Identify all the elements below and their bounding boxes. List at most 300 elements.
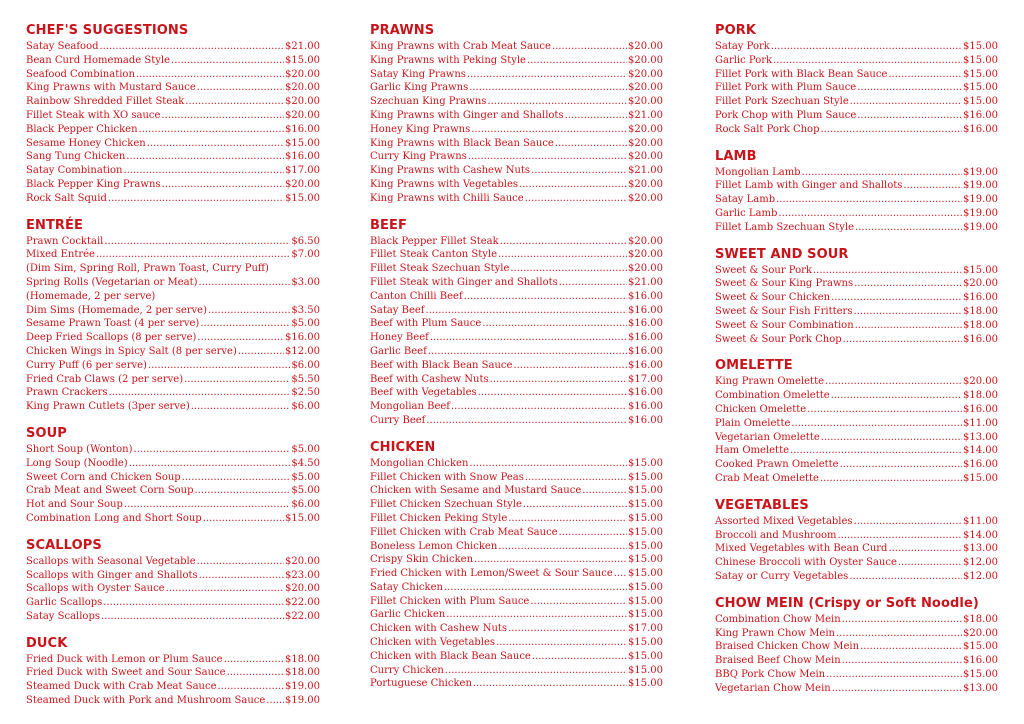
item-price: $12.00: [285, 345, 320, 357]
item-name: Mongolian Chicken: [370, 457, 469, 469]
item-name: Long Soup (Noodle): [26, 457, 128, 469]
menu-item: [26, 457, 320, 471]
item-name: King Prawns with Ginger and Shallots: [370, 109, 564, 121]
item-name: Scallops with Seasonal Vegetable: [26, 555, 196, 567]
item-name: Sesame Prawn Toast (4 per serve): [26, 318, 200, 330]
menu-item: [715, 277, 998, 291]
item-name: Satay King Prawns: [370, 68, 466, 80]
dot-leader: [825, 375, 962, 389]
menu-item: [370, 123, 663, 137]
item-name: Curry Beef: [370, 414, 426, 426]
dot-leader: [191, 400, 291, 414]
dot-leader: [513, 359, 627, 373]
menu-item: [26, 373, 320, 387]
dot-leader: [530, 595, 627, 609]
menu-item: [26, 123, 320, 137]
item-price: $19.00: [963, 194, 998, 206]
item-price: $22.00: [285, 610, 320, 622]
menu-item: [715, 417, 998, 431]
item-price: $13.00: [963, 543, 998, 555]
item-price: $20.00: [628, 68, 663, 80]
item-price: $15.00: [963, 82, 998, 94]
item-name: Black Pepper Fillet Steak: [370, 235, 499, 247]
dot-leader: [471, 123, 627, 137]
menu-item: [26, 262, 320, 276]
dot-leader: [96, 248, 290, 262]
menu-item: [715, 375, 998, 389]
dot-leader: [508, 622, 627, 636]
dot-leader: [126, 150, 284, 164]
section-title: BEEF: [370, 217, 407, 233]
item-name: Portuguese Chicken: [370, 678, 472, 690]
item-name: King Prawns with Mustard Sauce: [26, 82, 196, 94]
item-name: King Prawn Cutlets (3per serve): [26, 401, 190, 413]
item-name: Scallops with Ginger and Shallots: [26, 569, 198, 581]
section-title: OMELETTE: [715, 358, 793, 374]
dot-leader: [510, 262, 627, 276]
item-name: Seafood Combination: [26, 68, 135, 80]
menu-item: [26, 68, 320, 82]
menu-item: [26, 498, 320, 512]
menu-item: [370, 40, 663, 54]
menu-item: [370, 567, 663, 581]
dot-leader: [807, 403, 962, 417]
menu-item: [26, 471, 320, 485]
item-price: $15.00: [963, 54, 998, 66]
dot-leader: [217, 680, 284, 694]
item-price: $6.00: [291, 499, 320, 511]
item-name: King Prawns with Chilli Sauce: [370, 192, 524, 204]
menu-item: [370, 68, 663, 82]
menu-section-soup: [26, 425, 320, 526]
item-name: Fillet Chicken Szechuan Style: [370, 499, 522, 511]
item-name: Satay Scallops: [26, 610, 100, 622]
item-price: $16.00: [963, 123, 998, 135]
item-name: Fillet Steak with Ginger and Shallots: [370, 276, 558, 288]
item-price: $5.00: [291, 485, 320, 497]
item-name: Dim Sims (Homemade, 2 per serve): [26, 304, 208, 316]
dot-leader: [203, 512, 284, 526]
item-name: Curry Puff (6 per serve): [26, 359, 147, 371]
dot-leader: [467, 68, 627, 82]
item-price: $16.00: [628, 359, 663, 371]
menu-item: [715, 529, 998, 543]
menu-item: [26, 582, 320, 596]
dot-leader: [496, 636, 627, 650]
item-name: Fried Crab Claws (2 per serve): [26, 373, 184, 385]
dot-leader: [842, 613, 962, 627]
menu-item: [26, 512, 320, 526]
menu-section-chef-s-suggestions: [26, 22, 320, 206]
menu-item: [715, 95, 998, 109]
menu-item: [715, 81, 998, 95]
item-name: Crispy Skin Chicken: [370, 554, 474, 566]
item-price: $16.00: [628, 332, 663, 344]
item-price: $16.00: [285, 332, 320, 344]
item-price: $20.00: [628, 151, 663, 163]
menu-item: [370, 622, 663, 636]
item-name: Boneless Lemon Chicken: [370, 540, 498, 552]
item-price: $20.00: [628, 235, 663, 247]
item-price: $16.00: [628, 414, 663, 426]
item-name: Steamed Duck with Pork and Mushroom Sauce: [26, 695, 266, 707]
dot-leader: [464, 290, 627, 304]
item-price: $20.00: [628, 263, 663, 275]
item-price: $15.00: [628, 499, 663, 511]
menu-item: [26, 192, 320, 206]
menu-item: [370, 248, 663, 262]
item-price: $16.00: [963, 403, 998, 415]
menu-item: [715, 68, 998, 82]
dot-leader: [136, 68, 284, 82]
menu-section-scallops: [26, 537, 320, 624]
item-price: $15.00: [628, 471, 663, 483]
menu-item: [370, 262, 663, 276]
menu-section-omelette: [715, 357, 998, 485]
item-price: $18.00: [963, 305, 998, 317]
item-name: Canton Chilli Beef: [370, 290, 463, 302]
item-price: $15.00: [963, 68, 998, 80]
menu-item: [715, 305, 998, 319]
item-name: King Prawns with Crab Meat Sauce: [370, 41, 551, 52]
item-name: Fillet Steak Szechuan Style: [370, 263, 510, 275]
item-name: Sweet Corn and Chicken Soup: [26, 471, 181, 483]
item-price: $5.50: [291, 373, 320, 385]
menu-column-1: [26, 22, 320, 719]
item-name: Crab Meat and Sweet Corn Soup: [26, 485, 194, 497]
dot-leader: [224, 653, 284, 667]
item-price: $21.00: [285, 41, 320, 52]
item-name: Combination Long and Short Soup: [26, 512, 202, 524]
item-name: Fillet Steak Canton Style: [370, 249, 497, 261]
menu-item: [370, 581, 663, 595]
item-price: $17.00: [285, 165, 320, 177]
dot-leader: [614, 567, 627, 581]
menu-item: [715, 40, 998, 54]
item-name: Black Pepper Chicken: [26, 123, 138, 135]
dot-leader: [500, 235, 627, 249]
dot-leader: [853, 305, 962, 319]
dot-leader: [826, 668, 962, 682]
item-price: $20.00: [628, 96, 663, 108]
dot-leader: [840, 458, 962, 472]
dot-leader: [430, 331, 627, 345]
item-name: Chinese Broccoli with Oyster Sauce: [715, 557, 897, 569]
menu-item: [715, 221, 998, 235]
menu-item: [26, 95, 320, 109]
dot-leader: [182, 471, 291, 485]
menu-column-3: [715, 22, 998, 706]
item-price: $15.00: [628, 581, 663, 593]
item-name: Chicken with Black Bean Sauce: [370, 650, 531, 662]
item-name: BBQ Pork Chow Mein: [715, 668, 826, 680]
dot-leader: [888, 68, 962, 82]
item-name: Pork Chop with Plum Sauce: [715, 109, 857, 121]
dot-leader: [104, 235, 290, 249]
item-name: Chicken with Sesame and Mustard Sauce: [370, 485, 582, 497]
dot-leader: [478, 386, 627, 400]
menu-item: [715, 264, 998, 278]
item-price: $5.00: [291, 318, 320, 330]
item-name: King Prawn Chow Mein: [715, 627, 835, 639]
menu-item: [715, 193, 998, 207]
item-price: $15.00: [628, 595, 663, 607]
dot-leader: [162, 178, 284, 192]
item-price: $20.00: [628, 137, 663, 149]
dot-leader: [498, 248, 627, 262]
item-name: Sweet & Sour Fish Fritters: [715, 305, 853, 317]
item-price: $19.00: [963, 180, 998, 192]
dot-leader: [490, 373, 627, 387]
item-name: Honey King Prawns: [370, 123, 471, 135]
menu-item: [715, 668, 998, 682]
item-price: $20.00: [963, 627, 998, 639]
item-price: $14.00: [963, 445, 998, 457]
menu-section-prawns: [370, 22, 663, 206]
dot-leader: [108, 192, 284, 206]
menu-item: [715, 166, 998, 180]
item-price: $16.00: [628, 304, 663, 316]
item-price: $15.00: [963, 641, 998, 653]
item-name: Deep Fried Scallops (8 per serve): [26, 332, 197, 344]
dot-leader: [773, 54, 962, 68]
item-price: $19.00: [285, 695, 320, 707]
item-price: $16.00: [963, 655, 998, 667]
dot-leader: [468, 150, 627, 164]
item-price: $15.00: [628, 637, 663, 649]
dot-leader: [469, 457, 627, 471]
dot-leader: [139, 123, 284, 137]
item-name: Satay Chicken: [370, 581, 443, 593]
dot-leader: [134, 443, 291, 457]
item-name: Fillet Chicken with Crab Meat Sauce: [370, 526, 558, 538]
menu-item: [26, 694, 320, 708]
item-name: Satay Seafood: [26, 41, 99, 52]
item-price: $18.00: [285, 667, 320, 679]
item-name: Mixed Vegetables with Bean Curd: [715, 543, 888, 555]
menu-item: [370, 331, 663, 345]
item-price: $18.00: [963, 390, 998, 402]
menu-item: [26, 40, 320, 54]
item-name: Mixed Entrée: [26, 249, 95, 261]
menu-column-2: [370, 22, 663, 702]
item-price: $15.00: [963, 41, 998, 52]
item-price: $18.00: [285, 653, 320, 665]
menu-item: [26, 666, 320, 680]
dot-leader: [184, 373, 290, 387]
dot-leader: [487, 95, 627, 109]
item-name: Mongolian Lamb: [715, 166, 801, 178]
dot-leader: [474, 553, 627, 567]
item-price: $15.00: [628, 568, 663, 580]
item-price: $13.00: [963, 431, 998, 443]
item-price: $20.00: [285, 82, 320, 94]
menu-item: [370, 664, 663, 678]
item-name: Sweet & Sour Chicken: [715, 292, 831, 304]
menu-item: [26, 386, 320, 400]
dot-leader: [527, 54, 627, 68]
dot-leader: [850, 95, 962, 109]
menu-item: [370, 553, 663, 567]
item-price: $4.50: [291, 457, 320, 469]
item-name: Assorted Mixed Vegetables: [715, 515, 853, 527]
item-price: $15.00: [628, 554, 663, 566]
item-price: $15.00: [628, 526, 663, 538]
dot-leader: [100, 40, 285, 54]
dot-leader: [831, 291, 962, 305]
dot-leader: [555, 137, 627, 151]
section-title: SOUP: [26, 425, 67, 441]
item-name: Satay Beef: [370, 304, 425, 316]
menu-item: [715, 403, 998, 417]
dot-leader: [836, 627, 962, 641]
item-name: Fillet Pork with Black Bean Sauce: [715, 68, 888, 80]
item-price: $20.00: [285, 96, 320, 108]
item-price: $19.00: [963, 166, 998, 178]
item-name: Garlic King Prawns: [370, 82, 469, 94]
dot-leader: [498, 540, 627, 554]
dot-leader: [855, 221, 962, 235]
menu-item: [715, 515, 998, 529]
menu-item: [26, 555, 320, 569]
menu-item: [370, 276, 663, 290]
menu-item: [715, 640, 998, 654]
menu-item: [26, 235, 320, 249]
item-price: $20.00: [285, 68, 320, 80]
item-price: $12.00: [963, 557, 998, 569]
dot-leader: [802, 166, 962, 180]
menu-item: [715, 570, 998, 584]
item-price: $20.00: [628, 82, 663, 94]
item-name: Curry Chicken: [370, 664, 444, 676]
item-price: $19.00: [963, 207, 998, 219]
item-name: Satay Combination: [26, 165, 123, 177]
item-name: Chicken Wings in Spicy Salt (8 per serve): [26, 345, 237, 357]
item-name: Sang Tung Chicken: [26, 151, 126, 163]
item-price: $15.00: [963, 472, 998, 484]
item-name: Rainbow Shredded Fillet Steak: [26, 96, 185, 108]
menu-item: [26, 150, 320, 164]
menu-item: [370, 359, 663, 373]
item-name: Beef with Plum Sauce: [370, 318, 482, 330]
menu-item: [715, 627, 998, 641]
menu-item: [715, 179, 998, 193]
item-price: $20.00: [285, 109, 320, 121]
item-price: $20.00: [628, 249, 663, 261]
item-name: King Prawn Omelette: [715, 376, 825, 388]
dot-leader: [197, 331, 284, 345]
menu-section-pork: [715, 22, 998, 137]
dot-leader: [451, 400, 627, 414]
menu-item: [370, 95, 663, 109]
dot-leader: [857, 81, 962, 95]
item-price: $16.00: [963, 333, 998, 345]
item-name: Satay Pork: [715, 41, 770, 52]
item-price: $15.00: [285, 137, 320, 149]
dot-leader: [849, 570, 962, 584]
dot-leader: [552, 40, 627, 54]
item-name: Sweet & Sour Combination: [715, 319, 854, 331]
menu-item: [715, 556, 998, 570]
menu-item: [370, 137, 663, 151]
dot-leader: [238, 345, 284, 359]
item-name: Cooked Prawn Omelette: [715, 459, 839, 471]
item-name: Fillet Pork Szechuan Style: [715, 96, 849, 108]
item-name: Chicken with Cashew Nuts: [370, 623, 508, 635]
dot-leader: [903, 179, 962, 193]
menu-item: [715, 654, 998, 668]
dot-leader: [837, 529, 962, 543]
item-price: $15.00: [963, 668, 998, 680]
item-price: $20.00: [628, 41, 663, 52]
menu-item: [26, 137, 320, 151]
dot-leader: [426, 414, 627, 428]
dot-leader: [208, 304, 290, 318]
section-title: PORK: [715, 23, 757, 38]
dot-leader: [790, 444, 962, 458]
item-price: $21.00: [628, 109, 663, 121]
dot-leader: [103, 596, 284, 610]
menu-item: [370, 414, 663, 428]
item-price: $16.00: [285, 123, 320, 135]
item-name: Sweet & Sour Pork: [715, 264, 812, 276]
menu-item: [715, 54, 998, 68]
menu-item: [715, 431, 998, 445]
item-price: $15.00: [628, 512, 663, 524]
dot-leader: [820, 472, 962, 486]
item-name: Rock Salt Pork Chop: [715, 123, 820, 135]
menu-item: [26, 569, 320, 583]
item-name: King Prawns with Peking Style: [370, 54, 526, 66]
dot-leader: [444, 581, 627, 595]
item-name: King Prawns with Black Bean Sauce: [370, 137, 554, 149]
dot-leader: [482, 317, 627, 331]
item-price: $20.00: [628, 54, 663, 66]
item-name: Sweet & Sour Pork Chop: [715, 333, 842, 345]
dot-leader: [532, 650, 627, 664]
menu-item: [26, 109, 320, 123]
menu-item: [715, 389, 998, 403]
item-price: $15.00: [628, 609, 663, 621]
menu-item: [715, 444, 998, 458]
menu-item: [26, 276, 320, 290]
dot-leader: [227, 666, 284, 680]
menu-item: [26, 164, 320, 178]
item-name: Prawn Cocktail: [26, 235, 104, 247]
menu-item: [26, 400, 320, 414]
item-name: Fried Duck with Lemon or Plum Sauce: [26, 653, 223, 665]
section-title: DUCK: [26, 635, 68, 651]
item-name: (Dim Sim, Spring Roll, Prawn Toast, Curry Puff): [26, 263, 269, 275]
menu-item: [26, 81, 320, 95]
menu-item: [715, 613, 998, 627]
item-price: $5.00: [291, 471, 320, 483]
menu-item: [715, 458, 998, 472]
item-name: Fried Duck with Sweet and Sour Sauce: [26, 667, 226, 679]
menu-section-vegetables: [715, 497, 998, 584]
item-name: Vegetarian Chow Mein: [715, 682, 831, 694]
item-price: $22.00: [285, 597, 320, 609]
section-title: PRAWNS: [370, 23, 435, 38]
menu-item: [370, 109, 663, 123]
section-title: CHEF'S SUGGESTIONS: [26, 23, 189, 38]
dot-leader: [195, 484, 291, 498]
dot-leader: [148, 359, 290, 373]
item-price: $15.00: [285, 192, 320, 204]
item-name: Fillet Lamb Szechuan Style: [715, 221, 855, 233]
item-price: $17.00: [628, 373, 663, 385]
dot-leader: [123, 164, 284, 178]
